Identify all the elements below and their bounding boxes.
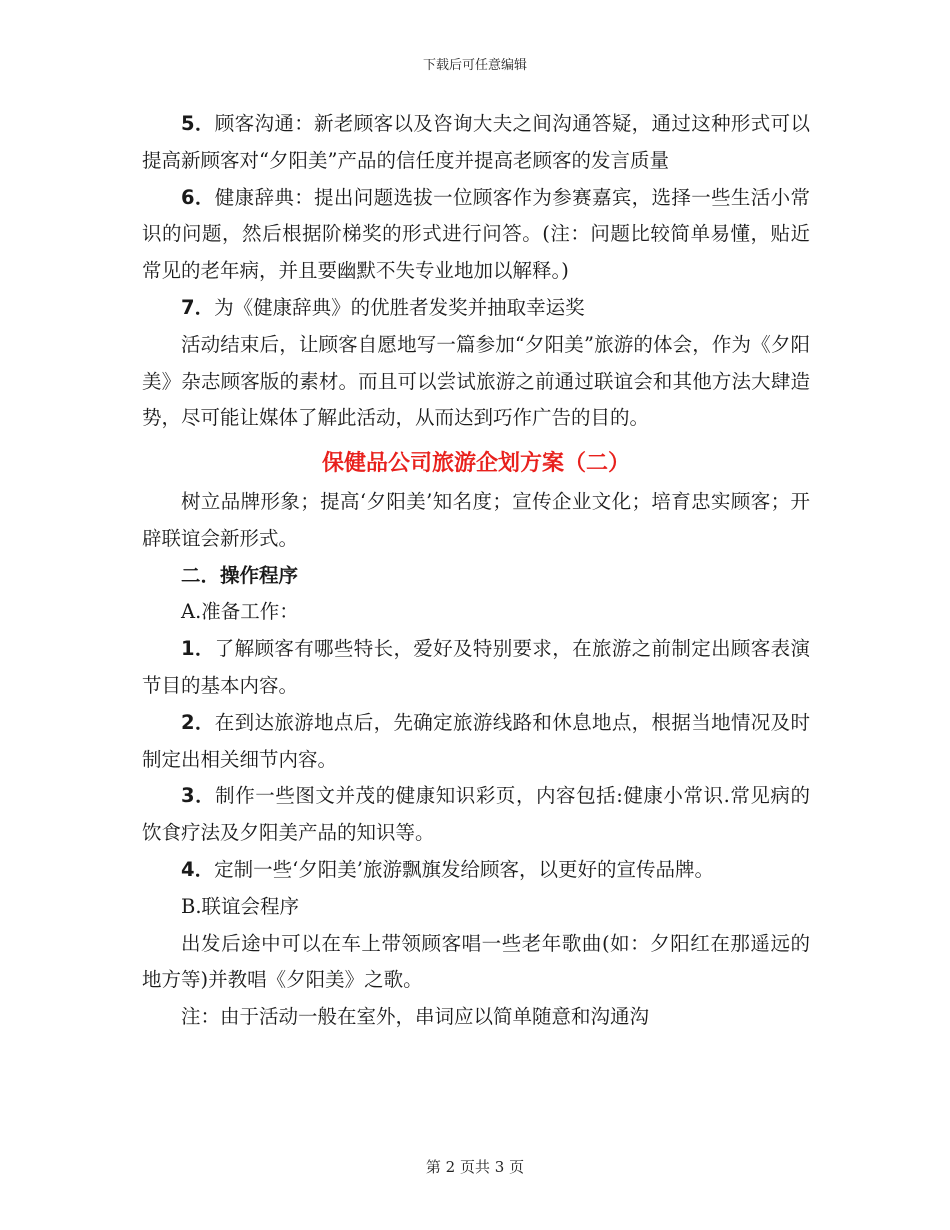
- item-number: 3．: [181, 784, 216, 808]
- list-item-4: [142, 852, 810, 889]
- item-text: 顾客沟通：新老顾客以及咨询大夫之间沟通答疑，通过这种形式可以提高新顾客对“夕阳美”产品的信任度并提高老顾客的发言质量: [142, 112, 810, 172]
- paragraph-b: 出发后途中可以在车上带领顾客唱一些老年歌曲(如：夕阳红在那遥远的地方等)并教唱《夕阳美》之歌。: [142, 931, 810, 992]
- item-number: 4．: [181, 857, 215, 881]
- item-number: 5．: [181, 112, 215, 135]
- subheading-b: B.联谊会程序: [181, 894, 300, 918]
- page-footer: 第 2 页共 3 页: [425, 1158, 525, 1176]
- list-item-5: [142, 106, 810, 180]
- item-text: 了解顾客有哪些特长，爱好及特别要求，在旅游之前制定出顾客表演节目的基本内容。: [142, 637, 810, 697]
- item-number: 2．: [181, 710, 215, 734]
- item-text: 为《健康辞典》的优胜者发奖并抽取幸运奖: [214, 295, 585, 319]
- item-text: 在到达旅游地点后，先确定旅游线路和休息地点，根据当地情况及时制定出相关细节内容。: [142, 710, 810, 771]
- list-item-3: [142, 778, 810, 852]
- item-number: 7．: [181, 295, 215, 319]
- note-paragraph: 注：由于活动一般在室外，串词应以简单随意和沟通沟: [181, 1005, 650, 1029]
- item-text: 定制一些‘夕阳美’旅游飘旗发给顾客，以更好的宣传品牌。: [214, 857, 714, 881]
- intro-paragraph: 树立品牌形象；提高‘夕阳美’知名度；宣传企业文化；培育忠实顾客；开辟联谊会新形式。: [142, 489, 810, 550]
- list-item-2: [142, 705, 810, 779]
- document-body: [142, 106, 810, 1036]
- subheading-a: A.准备工作：: [181, 600, 299, 624]
- item-number: 1．: [181, 637, 215, 661]
- page-header: 下载后可任意编辑: [422, 58, 527, 73]
- item-text: 制作一些图文并茂的健康知识彩页，内容包括:健康小常识.常见病的饮食疗法及夕阳美产品的知识等。: [142, 784, 810, 845]
- closing-paragraph: 活动结束后，让顾客自愿地写一篇参加“夕阳美”旅游的体会，作为《夕阳美》杂志顾客版的素材。而且可以尝试旅游之前通过联谊会和其他方法大肆造势，尽可能让媒体了解此活动，从而达到巧作广告的目的。: [142, 332, 810, 430]
- section-heading: 二．操作程序: [181, 563, 299, 587]
- item-text: 健康辞典：提出问题选拔一位顾客作为参赛嘉宾，选择一些生活小常识的问题，然后根据阶梯奖的形式进行问答。(注：问题比较简单易懂，贴近常见的老年病，并且要幽默不失专业地加以解释。): [142, 185, 810, 283]
- section-title: 保健品公司旅游企划方案（二）: [321, 450, 630, 477]
- item-number: 6．: [181, 185, 215, 209]
- list-item-6: [142, 180, 810, 290]
- list-item-1: [142, 631, 810, 705]
- list-item-7: [142, 290, 810, 327]
